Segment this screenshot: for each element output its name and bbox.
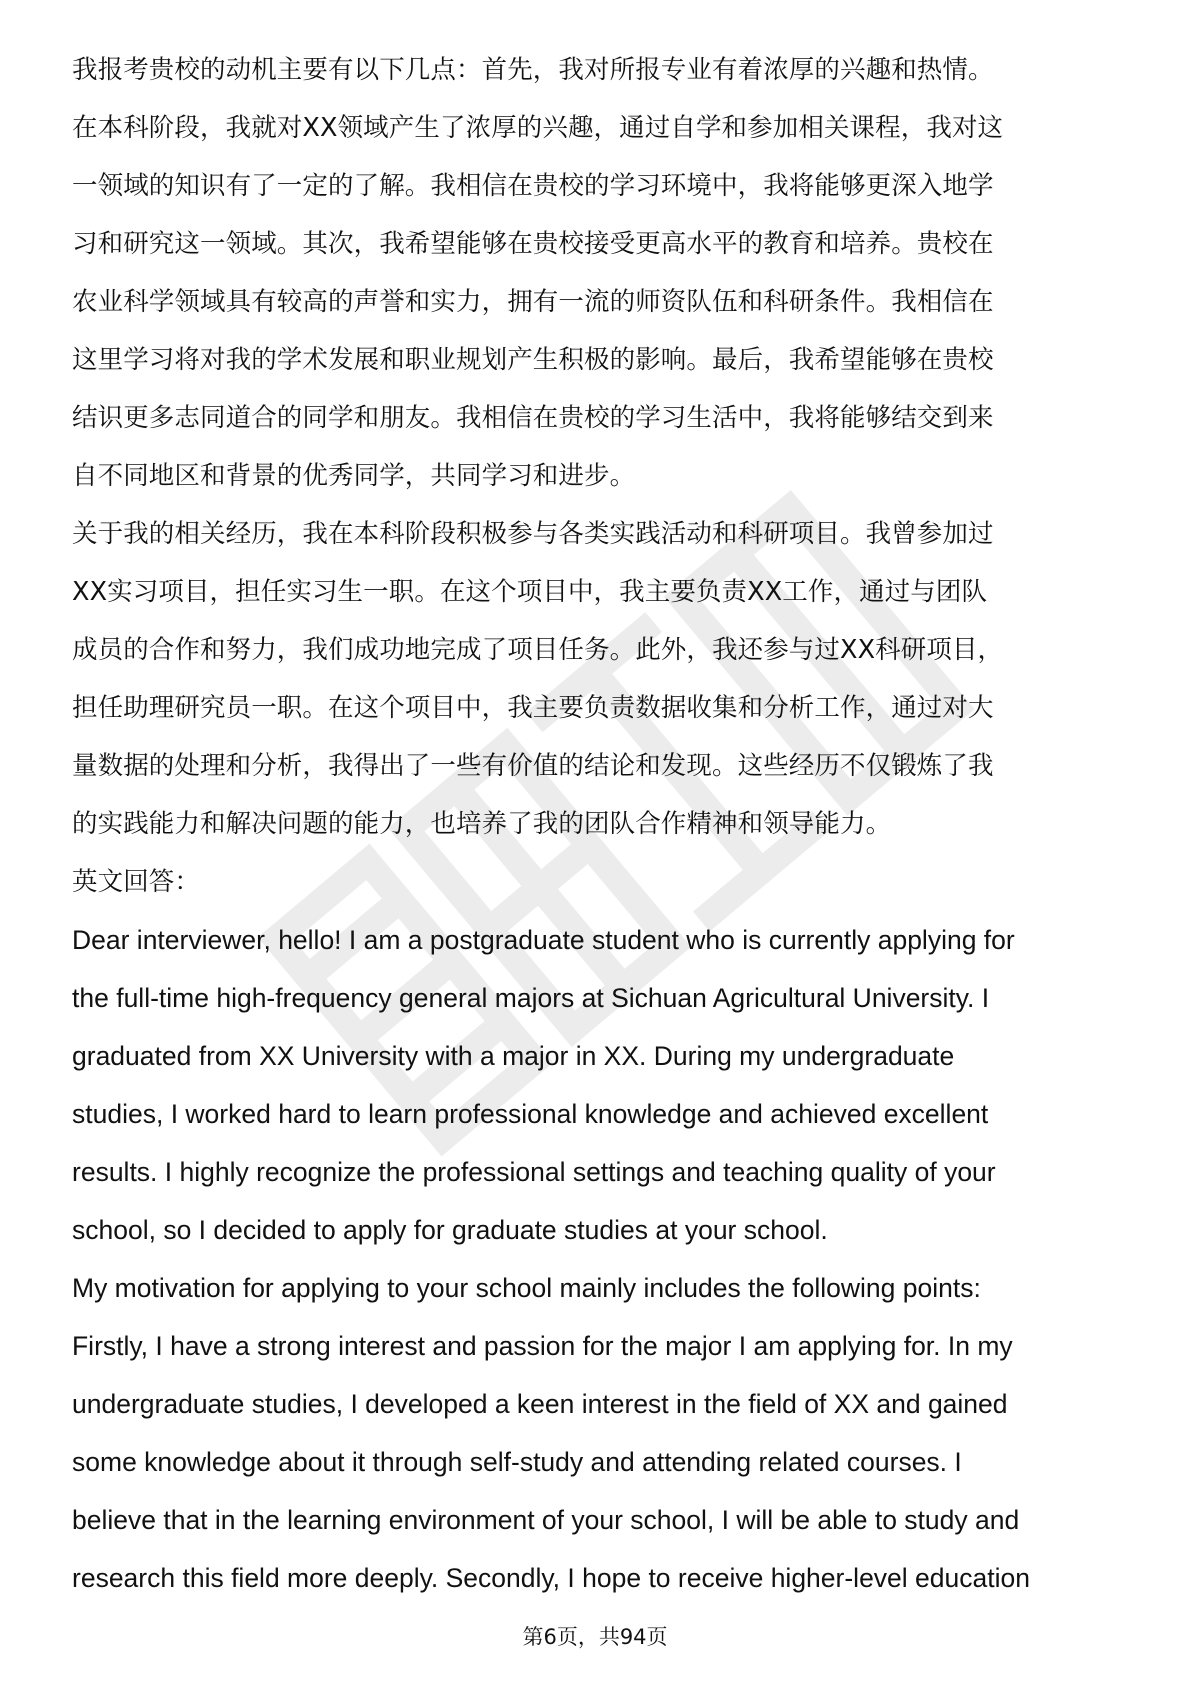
body-text-line: 关于我的相关经历，我在本科阶段积极参与各类实践活动和科研项目。我曾参加过 (72, 519, 994, 549)
body-text-line: school, so I decided to apply for graduate studies at your school. (72, 1215, 828, 1245)
body-text-line: 一领域的知识有了一定的了解。我相信在贵校的学习环境中，我将能够更深入地学 (72, 171, 994, 201)
body-text-line: 我报考贵校的动机主要有以下几点：首先，我对所报专业有着浓厚的兴趣和热情。 (72, 55, 994, 85)
body-text-line: studies, I worked hard to learn professional knowledge and achieved excellent (72, 1099, 989, 1129)
body-text-line: 农业科学领域具有较高的声誉和实力，拥有一流的师资队伍和科研条件。我相信在 (72, 287, 994, 317)
page-number-footer: 第6页，共94页 (522, 1625, 668, 1649)
body-text-line: graduated from XX University with a major in XX. During my undergraduate (72, 1041, 955, 1071)
body-text-line: My motivation for applying to your school mainly includes the following points: (72, 1273, 981, 1303)
body-text-line: the full-time high-frequency general majors at Sichuan Agricultural University. I (72, 983, 990, 1013)
body-text-line: some knowledge about it through self-study and attending related courses. I (72, 1447, 962, 1477)
body-text-line: 在本科阶段，我就对XX领域产生了浓厚的兴趣，通过自学和参加相关课程，我对这 (72, 113, 1004, 143)
document-body (72, 41, 1124, 1607)
body-text-line: undergraduate studies, I developed a keen interest in the field of XX and gained (72, 1389, 1008, 1419)
body-text-line: 这里学习将对我的学术发展和职业规划产生积极的影响。最后，我希望能够在贵校 (72, 345, 994, 375)
body-text-line: 成员的合作和努力，我们成功地完成了项目任务。此外，我还参与过XX科研项目， (72, 635, 1004, 665)
body-text-line: 自不同地区和背景的优秀同学，共同学习和进步。 (72, 461, 636, 491)
body-text-line: believe that in the learning environment of your school, I will be able to study and (72, 1505, 1020, 1535)
body-text-line: Dear interviewer, hello! I am a postgraduate student who is currently applying for (72, 925, 1015, 955)
body-text-line: 量数据的处理和分析，我得出了一些有价值的结论和发现。这些经历不仅锻炼了我 (72, 751, 994, 781)
section-heading-english-answer: 英文回答： (72, 867, 201, 897)
body-text-line: results. I highly recognize the professional settings and teaching quality of your (72, 1157, 996, 1187)
body-text-line: 的实践能力和解决问题的能力，也培养了我的团队合作精神和领导能力。 (72, 809, 892, 839)
body-text-line: XX实习项目，担任实习生一职。在这个项目中，我主要负责XX工作，通过与团队 (72, 577, 988, 607)
body-text-line: 结识更多志同道合的同学和朋友。我相信在贵校的学习生活中，我将能够结交到来 (72, 403, 994, 433)
body-text-line: research this field more deeply. Secondly, I hope to receive higher-level education (72, 1563, 1030, 1593)
body-text-line: 习和研究这一领域。其次，我希望能够在贵校接受更高水平的教育和培养。贵校在 (72, 229, 994, 259)
body-text-line: 担任助理研究员一职。在这个项目中，我主要负责数据收集和分析工作，通过对大 (72, 693, 994, 723)
body-text-line: Firstly, I have a strong interest and passion for the major I am applying for. In my (72, 1331, 1013, 1361)
